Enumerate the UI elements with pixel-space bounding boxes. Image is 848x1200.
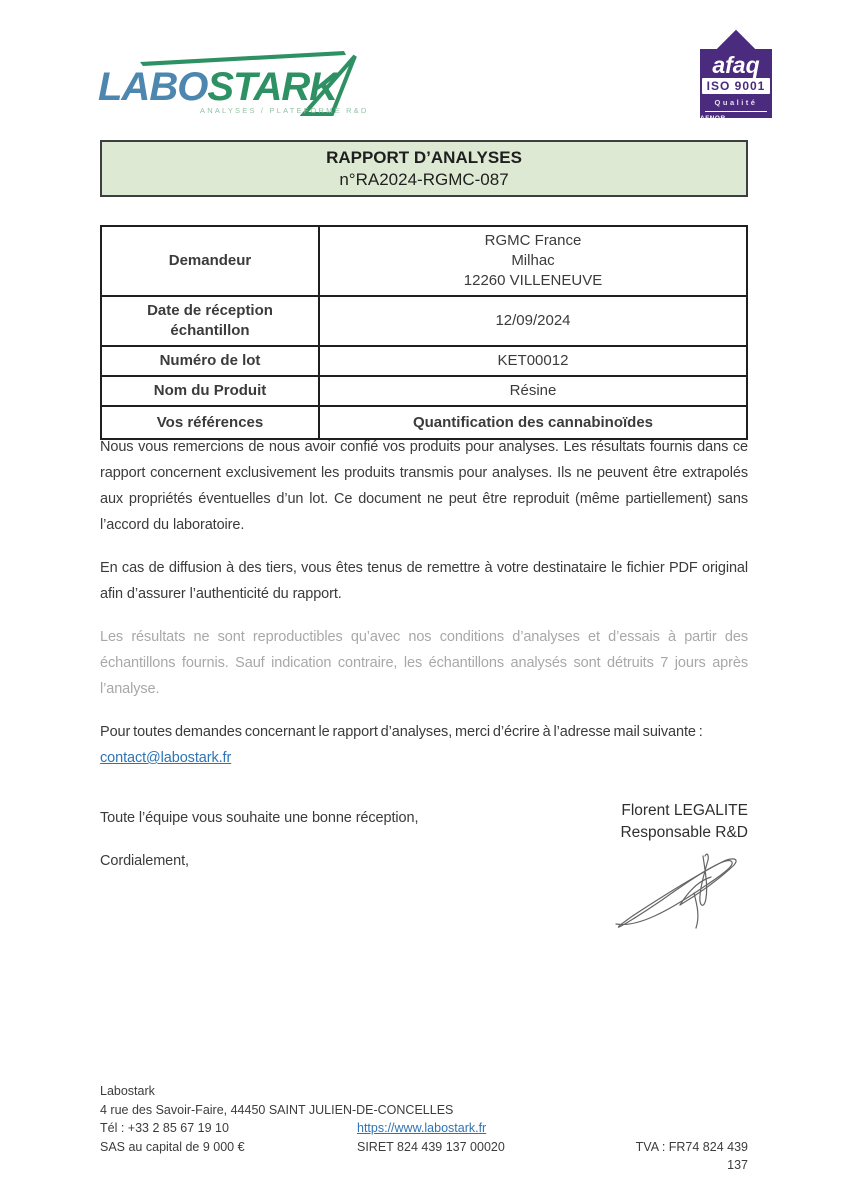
afnor-certification-label: AFNOR CERTIFICATION (700, 115, 757, 129)
row-value-date-reception: 12/09/2024 (319, 296, 747, 346)
row-label-demandeur: Demandeur (101, 226, 319, 296)
footer (100, 1082, 748, 1175)
contact-sentence: Pour toutes demandes concernant le rapport d’analyses, merci d’écrire à l’adresse mail suivante : (100, 724, 703, 740)
signature-block (488, 800, 748, 844)
logo-word-labo: LABO (98, 65, 208, 109)
signatory-name: Florent LEGALITE (621, 802, 748, 819)
footer-siret: SIRET 824 439 137 00020 (357, 1139, 505, 1154)
labostark-logo-icon (92, 50, 382, 122)
afaq-certification-badge (700, 36, 772, 129)
row-label-numero-lot: Numéro de lot (101, 346, 319, 376)
row-label-date-reception: Date de réception échantillon (101, 296, 319, 346)
logo-word-stark: STARK (207, 65, 338, 109)
afaq-separator (705, 111, 767, 112)
table-row (101, 226, 747, 296)
sample-info-table (100, 225, 748, 440)
logo-subtitle: ANALYSES / PLATEFORME R&D (200, 106, 369, 115)
paragraph-contact (100, 719, 748, 771)
row-label-nom-produit: Nom du Produit (101, 376, 319, 406)
row-value-vos-references: Quantification des cannabinoïdes (319, 406, 747, 439)
signature-scribble-icon (610, 848, 750, 933)
paragraph-thanks: Nous vous remercions de nous avoir confié vos produits pour analyses. Les résultats fournis dans ce rapport concernent exclusivement les produits transmis pour analyses. Ils ne peuvent être extrapolés aux propriétés éventuelles d’un lot. Ce document ne peut être reproduit (même partiellement) sans l’accord du laboratoire. (100, 439, 748, 533)
row-label-vos-references: Vos références (101, 406, 319, 439)
report-title-banner (100, 140, 748, 197)
footer-capital: SAS au capital de 9 000 € (100, 1139, 245, 1154)
report-number: n°RA2024-RGMC-087 (339, 169, 509, 189)
closing-line-2: Cordialement, (100, 853, 189, 869)
table-row (101, 296, 747, 346)
footer-phone: Tél : +33 2 85 67 19 10 (100, 1121, 229, 1135)
paragraph-conditions: Les résultats ne sont reproductibles qu’avec nos conditions d’analyses et d’essais à partir des échantillons fournis. Sauf indication contraire, les échantillons analysés sont détruits 7 jours après l’analyse. (100, 629, 748, 697)
footer-company: Labostark (100, 1084, 155, 1098)
footer-address: 4 rue des Savoir-Faire, 44450 SAINT JULIEN-DE-CONCELLES (100, 1102, 454, 1117)
iso-9001-label: ISO 9001 (702, 78, 771, 94)
table-row (101, 376, 747, 406)
afaq-quality-label: Qualité (714, 98, 758, 107)
table-row (101, 346, 747, 376)
row-value-numero-lot: KET00012 (319, 346, 747, 376)
footer-website-link[interactable]: https://www.labostark.fr (357, 1121, 487, 1135)
row-value-demandeur: RGMC France Milhac 12260 VILLENEUVE (319, 226, 747, 296)
report-title: RAPPORT D’ANALYSES (326, 147, 522, 167)
row-value-nom-produit: Résine (319, 376, 747, 406)
afaq-brand: afaq (712, 52, 760, 78)
footer-tva: TVA : FR74 824 439 137 (635, 1139, 748, 1172)
paragraph-diffusion: En cas de diffusion à des tiers, vous êtes tenus de remettre à votre destinataire le fichier PDF original afin d’assurer l’authenticité du rapport. (100, 560, 748, 602)
closing-line-1: Toute l’équipe vous souhaite une bonne réception, (100, 810, 419, 826)
svg-text:LABOSTARK (98, 65, 341, 109)
logo-swoosh-icon (140, 51, 346, 66)
labostark-logo (92, 50, 382, 122)
contact-email-link[interactable]: contact@labostark.fr (100, 750, 232, 766)
signatory-role: Responsable R&D (620, 824, 748, 841)
